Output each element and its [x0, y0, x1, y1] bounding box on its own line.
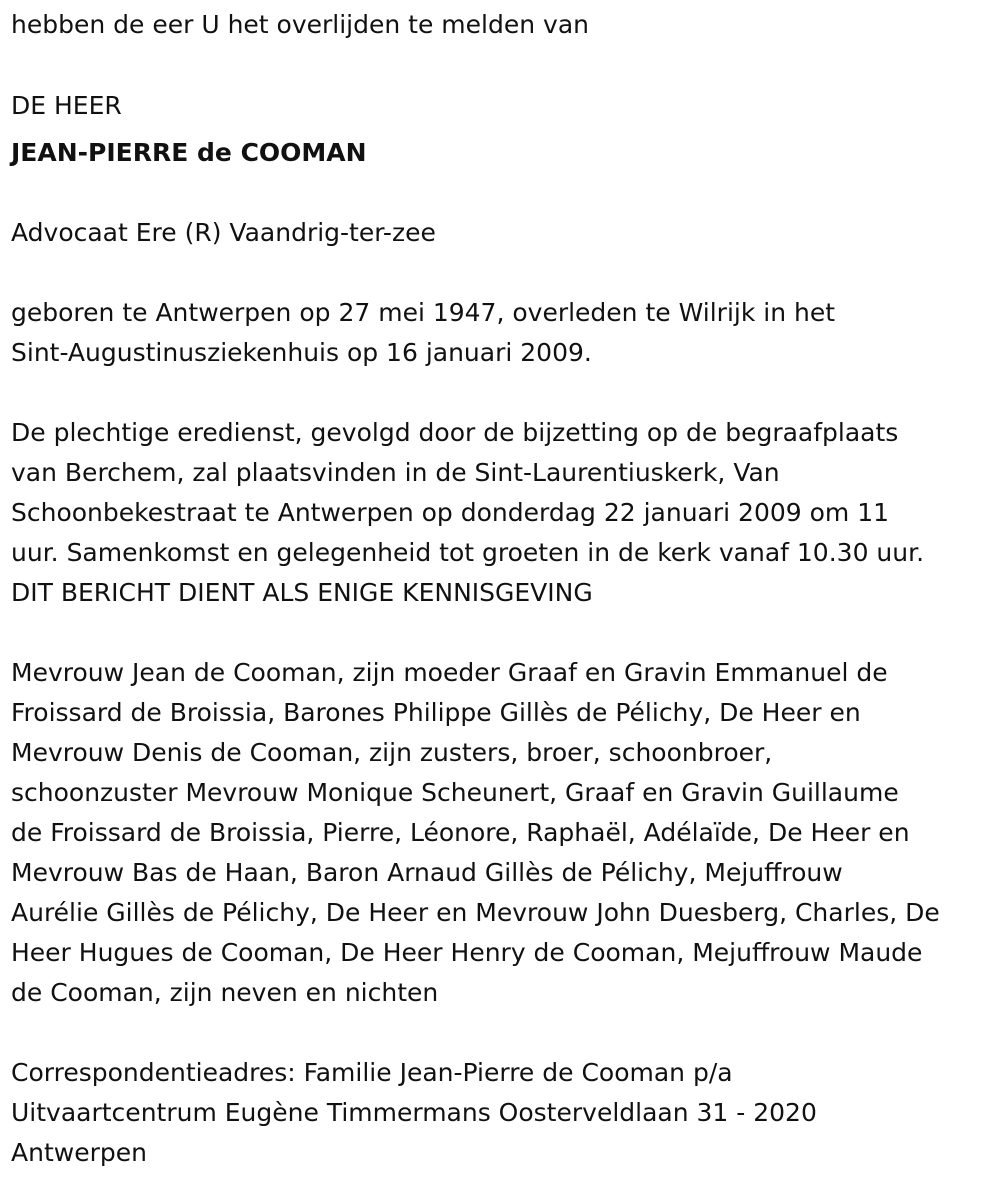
family-line: Aurélie Gillès de Pélichy, De Heer en Mevrouw John Duesberg, Charles, De — [11, 898, 940, 927]
birth-death-line: geboren te Antwerpen op 27 mei 1947, overleden te Wilrijk in het — [11, 298, 836, 327]
service-line: uur. Samenkomst en gelegenheid tot groeten in de kerk vanaf 10.30 uur. — [11, 538, 925, 567]
correspondence-line: Antwerpen — [11, 1138, 147, 1167]
family-line: Mevrouw Denis de Cooman, zijn zusters, broer, schoonbroer, — [11, 738, 773, 767]
deceased-name: JEAN-PIERRE de COOMAN — [11, 138, 367, 167]
service-line: De plechtige eredienst, gevolgd door de bijzetting op de begraafplaats — [11, 418, 899, 447]
family-line: Froissard de Broissia, Barones Philippe Gillès de Pélichy, De Heer en — [11, 698, 861, 727]
honorific: DE HEER — [11, 91, 122, 120]
family-line: de Cooman, zijn neven en nichten — [11, 978, 439, 1007]
correspondence-line: Uitvaartcentrum Eugène Timmermans Oosterveldlaan 31 - 2020 — [11, 1098, 817, 1127]
family-line: de Froissard de Broissia, Pierre, Léonore, Raphaël, Adélaïde, De Heer en — [11, 818, 910, 847]
family-line: Heer Hugues de Cooman, De Heer Henry de Cooman, Mejuffrouw Maude — [11, 938, 923, 967]
notice-statement: DIT BERICHT DIENT ALS ENIGE KENNISGEVING — [11, 578, 593, 607]
family-line: Mevrouw Jean de Cooman, zijn moeder Graaf en Gravin Emmanuel de — [11, 658, 888, 687]
titles-line: Advocaat Ere (R) Vaandrig-ter-zee — [11, 218, 436, 247]
birth-death-line: Sint-Augustinusziekenhuis op 16 januari 2009. — [11, 338, 592, 367]
family-line: schoonzuster Mevrouw Monique Scheunert, Graaf en Gravin Guillaume — [11, 778, 899, 807]
family-line: Mevrouw Bas de Haan, Baron Arnaud Gillès de Pélichy, Mejuffrouw — [11, 858, 843, 887]
correspondence-line: Correspondentieadres: Familie Jean-Pierre de Cooman p/a — [11, 1058, 733, 1087]
service-line: Schoonbekestraat te Antwerpen op donderdag 22 januari 2009 om 11 — [11, 498, 890, 527]
intro-line: hebben de eer U het overlijden te melden van — [11, 10, 589, 39]
service-line: van Berchem, zal plaatsvinden in de Sint-Laurentiuskerk, Van — [11, 458, 780, 487]
